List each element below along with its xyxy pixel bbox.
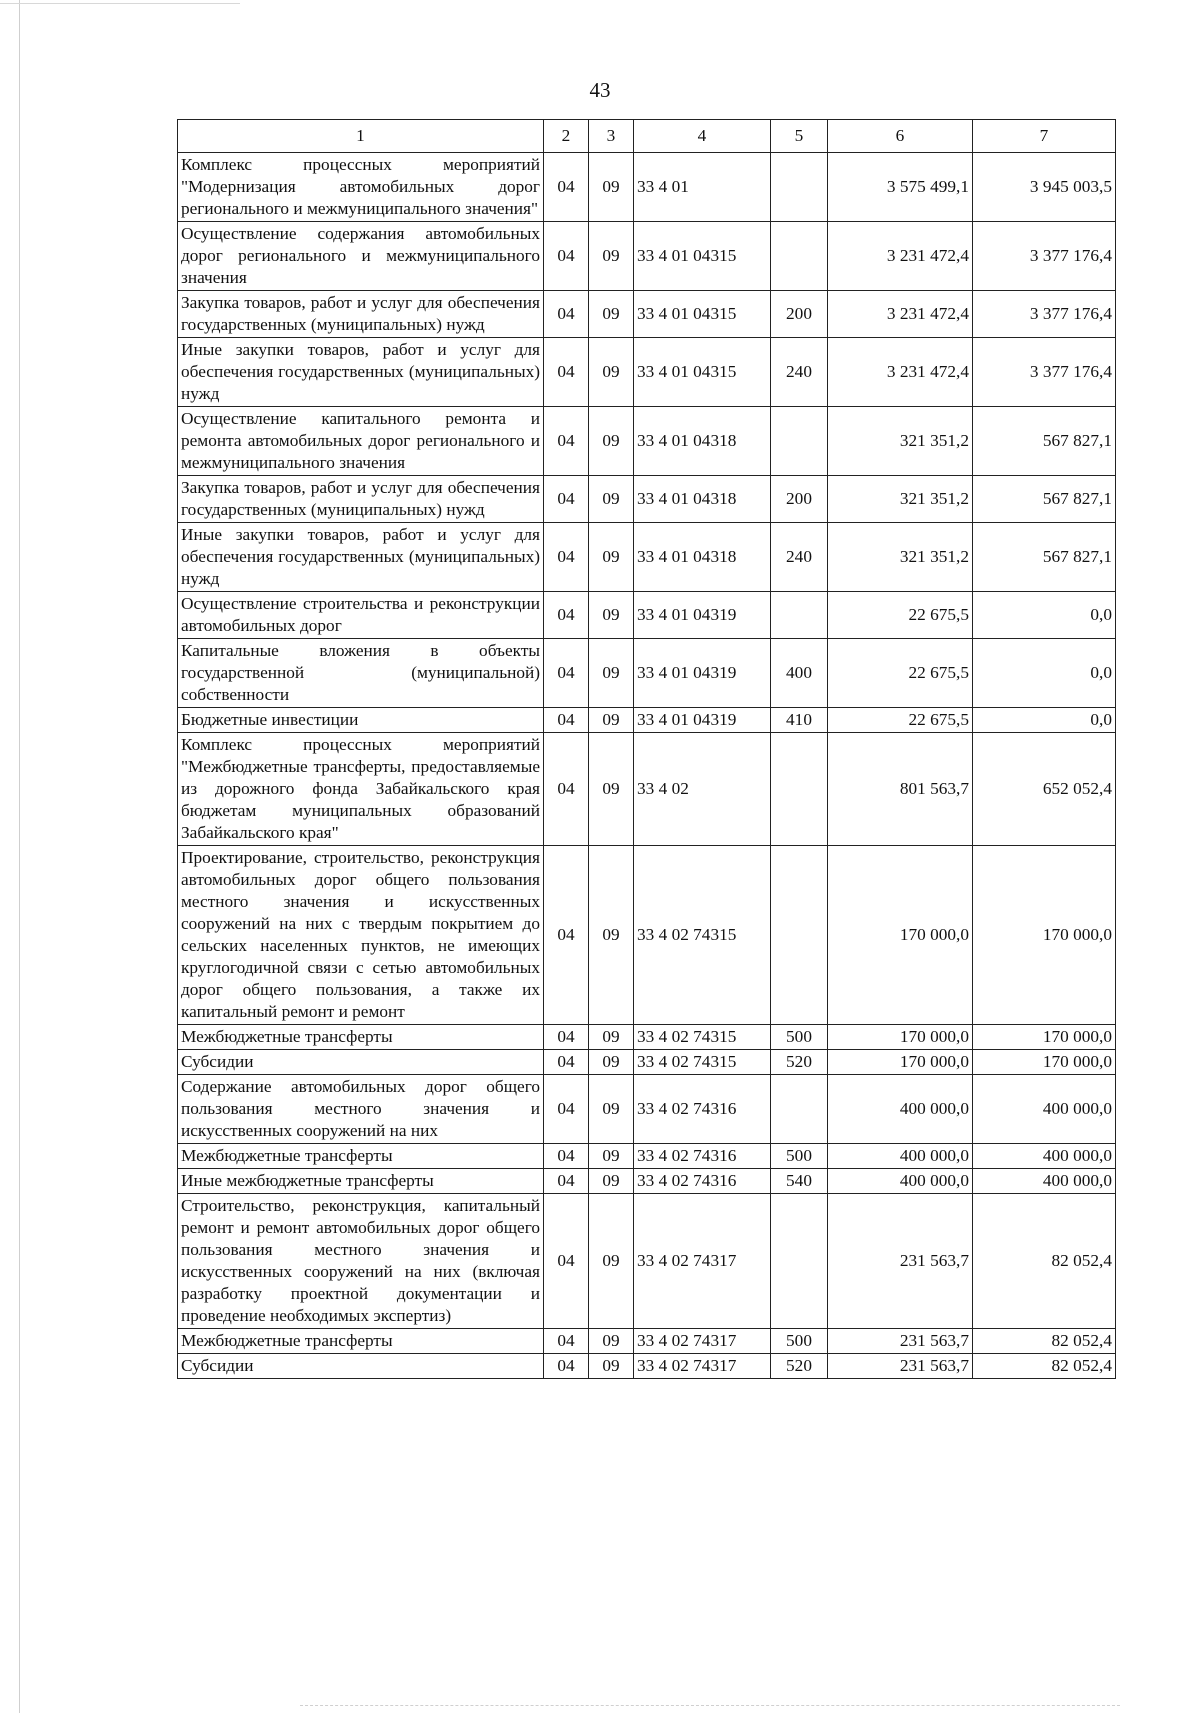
table-row <box>178 1075 1116 1144</box>
row-amount-year-1: 22 675,5 <box>828 592 973 639</box>
table-body <box>178 153 1116 1379</box>
row-name: Капитальные вложения в объекты государственной (муниципальной) собственности <box>178 639 544 708</box>
row-target-code: 33 4 01 04318 <box>634 523 771 592</box>
table-row <box>178 1144 1116 1169</box>
row-section: 04 <box>544 407 589 476</box>
row-subsection: 09 <box>589 708 634 733</box>
table-row <box>178 1050 1116 1075</box>
row-target-code: 33 4 02 74316 <box>634 1075 771 1144</box>
row-amount-year-1: 22 675,5 <box>828 708 973 733</box>
row-expense-type: 520 <box>771 1050 828 1075</box>
row-name: Межбюджетные трансферты <box>178 1025 544 1050</box>
row-expense-type <box>771 733 828 846</box>
row-subsection: 09 <box>589 592 634 639</box>
row-section: 04 <box>544 1144 589 1169</box>
row-expense-type: 240 <box>771 338 828 407</box>
table-row <box>178 1025 1116 1050</box>
row-amount-year-2: 170 000,0 <box>973 1050 1116 1075</box>
row-section: 04 <box>544 1025 589 1050</box>
row-target-code: 33 4 01 04319 <box>634 592 771 639</box>
header-row <box>178 120 1116 153</box>
table-row <box>178 291 1116 338</box>
row-name: Осуществление строительства и реконструкции автомобильных дорог <box>178 592 544 639</box>
row-subsection: 09 <box>589 476 634 523</box>
row-amount-year-2: 567 827,1 <box>973 476 1116 523</box>
row-name: Комплекс процессных мероприятий "Модернизация автомобильных дорог регионального и межмуниципального значения" <box>178 153 544 222</box>
table-row <box>178 1169 1116 1194</box>
header-col-1: 1 <box>178 120 544 153</box>
row-name: Комплекс процессных мероприятий "Межбюджетные трансферты, предоставляемые из дорожного фонда Забайкальского края бюджетам муниципальных образований Забайкальского края" <box>178 733 544 846</box>
row-target-code: 33 4 02 74317 <box>634 1194 771 1329</box>
row-subsection: 09 <box>589 1075 634 1144</box>
row-amount-year-1: 170 000,0 <box>828 1025 973 1050</box>
row-subsection: 09 <box>589 338 634 407</box>
row-amount-year-1: 321 351,2 <box>828 407 973 476</box>
row-subsection: 09 <box>589 523 634 592</box>
row-name: Закупка товаров, работ и услуг для обеспечения государственных (муниципальных) нужд <box>178 476 544 523</box>
row-amount-year-1: 321 351,2 <box>828 523 973 592</box>
scan-top-line <box>0 3 240 4</box>
table-row <box>178 222 1116 291</box>
header-col-6: 6 <box>828 120 973 153</box>
row-name: Осуществление содержания автомобильных дорог регионального и межмуниципального значения <box>178 222 544 291</box>
row-name: Субсидии <box>178 1354 544 1379</box>
row-name: Содержание автомобильных дорог общего пользования местного значения и искусственных сооружений на них <box>178 1075 544 1144</box>
row-subsection: 09 <box>589 1194 634 1329</box>
row-section: 04 <box>544 1354 589 1379</box>
table-row <box>178 338 1116 407</box>
header-col-7: 7 <box>973 120 1116 153</box>
row-expense-type: 500 <box>771 1144 828 1169</box>
row-target-code: 33 4 01 <box>634 153 771 222</box>
row-name: Межбюджетные трансферты <box>178 1144 544 1169</box>
row-section: 04 <box>544 708 589 733</box>
header-col-3: 3 <box>589 120 634 153</box>
row-amount-year-2: 3 377 176,4 <box>973 338 1116 407</box>
row-name: Субсидии <box>178 1050 544 1075</box>
table-header <box>178 120 1116 153</box>
row-section: 04 <box>544 291 589 338</box>
row-expense-type <box>771 1075 828 1144</box>
row-target-code: 33 4 02 74315 <box>634 846 771 1025</box>
row-target-code: 33 4 01 04315 <box>634 338 771 407</box>
row-target-code: 33 4 02 74315 <box>634 1025 771 1050</box>
row-subsection: 09 <box>589 639 634 708</box>
header-col-2: 2 <box>544 120 589 153</box>
row-subsection: 09 <box>589 1354 634 1379</box>
row-section: 04 <box>544 1075 589 1144</box>
row-amount-year-2: 0,0 <box>973 708 1116 733</box>
row-amount-year-2: 82 052,4 <box>973 1329 1116 1354</box>
row-name: Закупка товаров, работ и услуг для обеспечения государственных (муниципальных) нужд <box>178 291 544 338</box>
row-section: 04 <box>544 639 589 708</box>
row-target-code: 33 4 01 04319 <box>634 639 771 708</box>
row-target-code: 33 4 02 74315 <box>634 1050 771 1075</box>
row-amount-year-2: 400 000,0 <box>973 1169 1116 1194</box>
row-amount-year-2: 400 000,0 <box>973 1075 1116 1144</box>
table-row <box>178 1354 1116 1379</box>
row-expense-type <box>771 153 828 222</box>
row-amount-year-2: 3 945 003,5 <box>973 153 1116 222</box>
row-expense-type <box>771 222 828 291</box>
table-row <box>178 523 1116 592</box>
table-row <box>178 592 1116 639</box>
table-row <box>178 407 1116 476</box>
row-section: 04 <box>544 476 589 523</box>
row-amount-year-2: 170 000,0 <box>973 846 1116 1025</box>
row-expense-type <box>771 846 828 1025</box>
row-name: Проектирование, строительство, реконструкция автомобильных дорог общего пользования местного значения и искусственных сооружений на них с твердым покрытием до сельских населенных пунктов, не имеющих круглогодичной связи с сетью автомобильных дорог общего пользования, а также их капитальный ремонт и ремонт <box>178 846 544 1025</box>
row-expense-type: 520 <box>771 1354 828 1379</box>
row-section: 04 <box>544 1329 589 1354</box>
row-amount-year-1: 3 231 472,4 <box>828 222 973 291</box>
row-subsection: 09 <box>589 1050 634 1075</box>
row-amount-year-2: 0,0 <box>973 592 1116 639</box>
row-amount-year-1: 400 000,0 <box>828 1169 973 1194</box>
table-row <box>178 153 1116 222</box>
row-section: 04 <box>544 846 589 1025</box>
row-amount-year-1: 231 563,7 <box>828 1194 973 1329</box>
row-expense-type: 410 <box>771 708 828 733</box>
row-target-code: 33 4 02 74316 <box>634 1169 771 1194</box>
row-amount-year-1: 801 563,7 <box>828 733 973 846</box>
row-amount-year-2: 652 052,4 <box>973 733 1116 846</box>
row-section: 04 <box>544 523 589 592</box>
row-expense-type: 500 <box>771 1329 828 1354</box>
row-section: 04 <box>544 592 589 639</box>
row-amount-year-2: 400 000,0 <box>973 1144 1116 1169</box>
row-expense-type: 200 <box>771 291 828 338</box>
row-target-code: 33 4 01 04318 <box>634 476 771 523</box>
row-subsection: 09 <box>589 291 634 338</box>
table-row <box>178 476 1116 523</box>
row-expense-type <box>771 407 828 476</box>
row-target-code: 33 4 02 74317 <box>634 1354 771 1379</box>
row-subsection: 09 <box>589 153 634 222</box>
row-section: 04 <box>544 1169 589 1194</box>
table-row <box>178 1329 1116 1354</box>
row-expense-type <box>771 592 828 639</box>
row-subsection: 09 <box>589 1329 634 1354</box>
scan-edge-line <box>19 0 20 1713</box>
row-amount-year-2: 82 052,4 <box>973 1194 1116 1329</box>
row-subsection: 09 <box>589 407 634 476</box>
row-subsection: 09 <box>589 1169 634 1194</box>
row-section: 04 <box>544 153 589 222</box>
row-name: Иные закупки товаров, работ и услуг для обеспечения государственных (муниципальных) нужд <box>178 523 544 592</box>
scan-bottom-line <box>300 1705 1120 1706</box>
row-amount-year-1: 170 000,0 <box>828 1050 973 1075</box>
table-row <box>178 846 1116 1025</box>
row-section: 04 <box>544 1194 589 1329</box>
row-amount-year-1: 231 563,7 <box>828 1329 973 1354</box>
row-subsection: 09 <box>589 1025 634 1050</box>
table-row <box>178 1194 1116 1329</box>
row-amount-year-1: 3 231 472,4 <box>828 338 973 407</box>
row-expense-type: 540 <box>771 1169 828 1194</box>
row-section: 04 <box>544 1050 589 1075</box>
row-amount-year-2: 0,0 <box>973 639 1116 708</box>
row-amount-year-1: 3 575 499,1 <box>828 153 973 222</box>
row-name: Бюджетные инвестиции <box>178 708 544 733</box>
row-section: 04 <box>544 338 589 407</box>
budget-table <box>177 119 1116 1379</box>
row-target-code: 33 4 01 04319 <box>634 708 771 733</box>
row-amount-year-2: 82 052,4 <box>973 1354 1116 1379</box>
row-amount-year-2: 170 000,0 <box>973 1025 1116 1050</box>
row-amount-year-1: 400 000,0 <box>828 1075 973 1144</box>
row-target-code: 33 4 02 74317 <box>634 1329 771 1354</box>
row-name: Иные межбюджетные трансферты <box>178 1169 544 1194</box>
header-col-4: 4 <box>634 120 771 153</box>
row-subsection: 09 <box>589 733 634 846</box>
row-target-code: 33 4 01 04315 <box>634 291 771 338</box>
table-row <box>178 733 1116 846</box>
row-expense-type <box>771 1194 828 1329</box>
row-name: Иные закупки товаров, работ и услуг для обеспечения государственных (муниципальных) нужд <box>178 338 544 407</box>
row-target-code: 33 4 02 <box>634 733 771 846</box>
row-name: Строительство, реконструкция, капитальный ремонт и ремонт автомобильных дорог общего пользования местного значения и искусственных сооружений на них (включая разработку проектной документации и проведение необходимых экспертиз) <box>178 1194 544 1329</box>
row-amount-year-2: 3 377 176,4 <box>973 222 1116 291</box>
row-target-code: 33 4 01 04315 <box>634 222 771 291</box>
row-expense-type: 400 <box>771 639 828 708</box>
row-amount-year-2: 567 827,1 <box>973 407 1116 476</box>
row-amount-year-2: 567 827,1 <box>973 523 1116 592</box>
row-section: 04 <box>544 733 589 846</box>
row-amount-year-2: 3 377 176,4 <box>973 291 1116 338</box>
table-row <box>178 639 1116 708</box>
row-amount-year-1: 22 675,5 <box>828 639 973 708</box>
header-col-5: 5 <box>771 120 828 153</box>
page-number: 43 <box>589 78 611 102</box>
table-row <box>178 708 1116 733</box>
row-expense-type: 500 <box>771 1025 828 1050</box>
row-target-code: 33 4 02 74316 <box>634 1144 771 1169</box>
row-amount-year-1: 400 000,0 <box>828 1144 973 1169</box>
row-amount-year-1: 3 231 472,4 <box>828 291 973 338</box>
row-name: Осуществление капитального ремонта и ремонта автомобильных дорог регионального и межмуниципального значения <box>178 407 544 476</box>
row-subsection: 09 <box>589 846 634 1025</box>
row-subsection: 09 <box>589 1144 634 1169</box>
row-amount-year-1: 170 000,0 <box>828 846 973 1025</box>
row-subsection: 09 <box>589 222 634 291</box>
row-target-code: 33 4 01 04318 <box>634 407 771 476</box>
row-amount-year-1: 321 351,2 <box>828 476 973 523</box>
row-expense-type: 240 <box>771 523 828 592</box>
row-name: Межбюджетные трансферты <box>178 1329 544 1354</box>
row-amount-year-1: 231 563,7 <box>828 1354 973 1379</box>
row-expense-type: 200 <box>771 476 828 523</box>
row-section: 04 <box>544 222 589 291</box>
